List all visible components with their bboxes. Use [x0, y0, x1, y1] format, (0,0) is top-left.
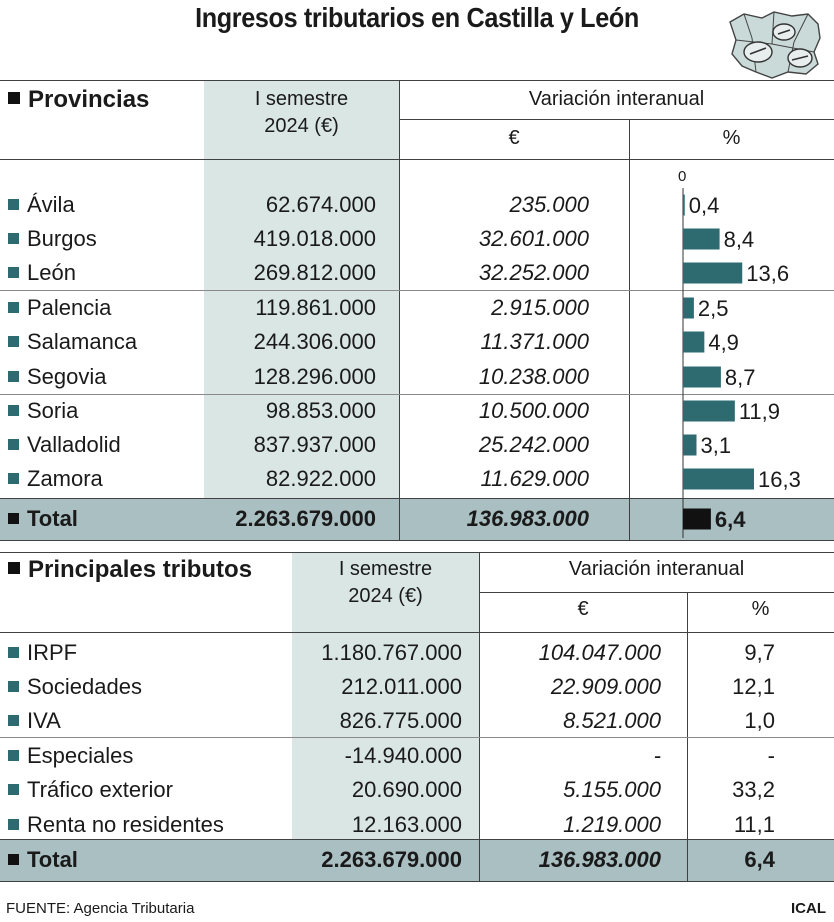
row-name: Segovia — [27, 364, 107, 389]
cell-var-eur: 136.983.000 — [538, 847, 661, 872]
row-label — [8, 428, 121, 462]
cell-semestre: 826.775.000 — [339, 708, 462, 733]
cell-var-pct: 33,2 — [732, 777, 775, 802]
cell-semestre: 244.306.000 — [253, 329, 376, 354]
cell-var-eur: 11.629.000 — [480, 466, 589, 491]
row-name: Sociedades — [27, 674, 142, 699]
row-marker-icon — [8, 405, 19, 416]
section-title-provincias — [8, 86, 149, 114]
row-label — [8, 188, 75, 222]
header-pct: % — [722, 127, 741, 149]
row-name: Palencia — [27, 295, 112, 320]
row-label — [8, 843, 78, 877]
agency-credit: ICAL — [791, 900, 826, 917]
bar-value-label: 6,4 — [714, 507, 746, 532]
row-marker-icon — [8, 854, 19, 865]
cell-var-eur: 136.983.000 — [466, 506, 589, 531]
divider — [399, 119, 834, 120]
cell-var-eur: 1.219.000 — [563, 812, 661, 837]
cell-semestre: 2.263.679.000 — [321, 847, 462, 872]
row-name: Valladolid — [27, 432, 121, 457]
table-row — [0, 256, 834, 290]
bar-value-label: 4,9 — [708, 330, 739, 355]
table-row — [0, 739, 834, 773]
table-row — [0, 188, 834, 222]
bar-value-label: 0,4 — [688, 193, 720, 218]
row-name: IVA — [27, 708, 61, 733]
row-marker-icon — [8, 233, 19, 244]
cell-var-eur: 11.371.000 — [480, 329, 589, 354]
row-name: Soria — [27, 398, 79, 423]
cell-var-pct: 9,7 — [744, 640, 775, 665]
cell-var-pct: 1,0 — [744, 708, 775, 733]
row-marker-icon — [8, 473, 19, 484]
row-label — [8, 325, 137, 359]
header-semestre — [292, 556, 479, 610]
cell-var-eur: 235.000 — [509, 192, 589, 217]
table-row — [0, 704, 834, 738]
bar-value-label: 8,4 — [723, 227, 755, 252]
row-marker-icon — [8, 750, 19, 761]
row-marker-icon — [8, 302, 19, 313]
table-row — [0, 428, 834, 462]
row-marker-icon — [8, 439, 19, 450]
row-name: IRPF — [27, 640, 78, 665]
row-label — [8, 739, 133, 773]
row-name: Total — [27, 506, 78, 531]
row-marker-icon — [8, 336, 19, 347]
cell-var-eur: 10.238.000 — [478, 364, 589, 389]
row-marker-icon — [8, 715, 19, 726]
row-label — [8, 462, 103, 496]
bar-value-label: 13,6 — [746, 261, 790, 286]
section-label: Provincias — [28, 86, 150, 113]
table-total-row — [0, 843, 834, 877]
cell-var-eur: 10.500.000 — [478, 398, 589, 423]
header-variacion: Variación interanual — [528, 88, 705, 110]
section-title-tributos — [8, 556, 252, 584]
header-semestre-line1: I semestre — [254, 88, 349, 110]
header-semestre — [204, 86, 399, 140]
divider — [0, 552, 834, 553]
divider — [0, 80, 834, 81]
cell-semestre: 419.018.000 — [253, 226, 376, 251]
cell-semestre: 20.690.000 — [351, 777, 462, 802]
bar-value-label: 16,3 — [758, 467, 801, 492]
header-semestre-line2: 2024 (€) — [264, 115, 339, 137]
cell-var-eur: 2.915.000 — [491, 295, 589, 320]
cell-semestre: 1.180.767.000 — [321, 640, 462, 665]
divider — [0, 159, 834, 160]
row-name: Burgos — [27, 226, 97, 251]
row-marker-icon — [8, 513, 19, 524]
table-row — [0, 773, 834, 807]
row-marker-icon — [8, 647, 19, 658]
cell-semestre: 119.861.000 — [255, 295, 376, 320]
table-row — [0, 462, 834, 496]
divider — [0, 498, 834, 499]
header-eur: € — [508, 127, 520, 149]
table-row — [0, 291, 834, 325]
table-row — [0, 394, 834, 428]
header-eur: € — [577, 598, 589, 620]
header-pct: % — [751, 598, 770, 620]
cell-var-eur: 25.242.000 — [478, 432, 589, 457]
divider — [0, 632, 834, 633]
cell-var-pct: 12,1 — [732, 674, 775, 699]
row-marker-icon — [8, 199, 19, 210]
cell-var-pct: 11,1 — [733, 812, 775, 837]
page-title: Ingresos tributarios en Castilla y León — [195, 2, 639, 33]
cell-var-eur: 8.521.000 — [563, 708, 661, 733]
cell-semestre: 128.296.000 — [253, 364, 376, 389]
table-row — [0, 808, 834, 842]
source-note: FUENTE: Agencia Tributaria — [6, 900, 195, 917]
cell-var-eur: 5.155.000 — [563, 777, 661, 802]
table-row — [0, 222, 834, 256]
cell-semestre: 12.163.000 — [351, 812, 462, 837]
row-name: Renta no residentes — [27, 812, 224, 837]
header-semestre-line2: 2024 (€) — [348, 585, 423, 607]
row-name: León — [27, 260, 76, 285]
bar-value-label: 11,9 — [738, 399, 781, 424]
cell-var-eur: 32.252.000 — [478, 260, 589, 285]
cell-semestre: -14.940.000 — [344, 743, 462, 768]
row-name: Especiales — [27, 743, 134, 768]
header-semestre-line1: I semestre — [338, 558, 433, 580]
row-name: Total — [27, 847, 78, 872]
cell-var-eur: 22.909.000 — [550, 674, 661, 699]
cell-var-eur: - — [653, 743, 661, 768]
row-label — [8, 394, 78, 428]
table-row — [0, 325, 834, 359]
row-marker-icon — [8, 371, 19, 382]
row-label — [8, 291, 111, 325]
table-row — [0, 670, 834, 704]
divider — [0, 540, 834, 541]
cell-semestre: 837.937.000 — [253, 432, 376, 457]
row-label — [8, 704, 61, 738]
cell-semestre: 269.812.000 — [253, 260, 376, 285]
row-name: Ávila — [27, 192, 75, 217]
row-marker-icon — [8, 681, 19, 692]
cell-var-eur: 32.601.000 — [478, 226, 589, 251]
section-label: Principales tributos — [28, 556, 253, 583]
bar-value-label: 3,1 — [700, 433, 732, 458]
row-label — [8, 636, 77, 670]
cell-var-pct: - — [767, 743, 775, 768]
axis-zero-label: 0 — [678, 168, 687, 185]
divider — [479, 592, 834, 593]
cell-var-eur: 104.047.000 — [538, 640, 661, 665]
row-label — [8, 773, 173, 807]
row-marker-icon — [8, 267, 19, 278]
cell-semestre: 62.674.000 — [265, 192, 376, 217]
row-label — [8, 670, 142, 704]
cell-semestre: 98.853.000 — [265, 398, 376, 423]
table-row — [0, 360, 834, 394]
divider — [0, 881, 834, 882]
castilla-leon-map-icon — [722, 8, 826, 80]
cell-semestre: 2.263.679.000 — [235, 506, 376, 531]
row-label — [8, 360, 107, 394]
row-marker-icon — [8, 819, 19, 830]
row-marker-icon — [8, 784, 19, 795]
header-variacion: Variación interanual — [568, 558, 745, 580]
row-label — [8, 502, 78, 536]
section-marker-icon — [8, 562, 20, 574]
row-label — [8, 222, 97, 256]
bar-value-label: 8,7 — [724, 365, 756, 390]
cell-semestre: 212.011.000 — [341, 674, 462, 699]
row-label — [8, 808, 224, 842]
bar-value-label: 2,5 — [697, 296, 729, 321]
row-name: Salamanca — [27, 329, 138, 354]
table-total-row — [0, 502, 834, 536]
row-label — [8, 256, 76, 290]
row-name: Tráfico exterior — [27, 777, 173, 802]
section-marker-icon — [8, 92, 20, 104]
cell-var-pct: 6,4 — [744, 847, 775, 872]
cell-semestre: 82.922.000 — [265, 466, 376, 491]
table-row — [0, 636, 834, 670]
row-name: Zamora — [27, 466, 103, 491]
